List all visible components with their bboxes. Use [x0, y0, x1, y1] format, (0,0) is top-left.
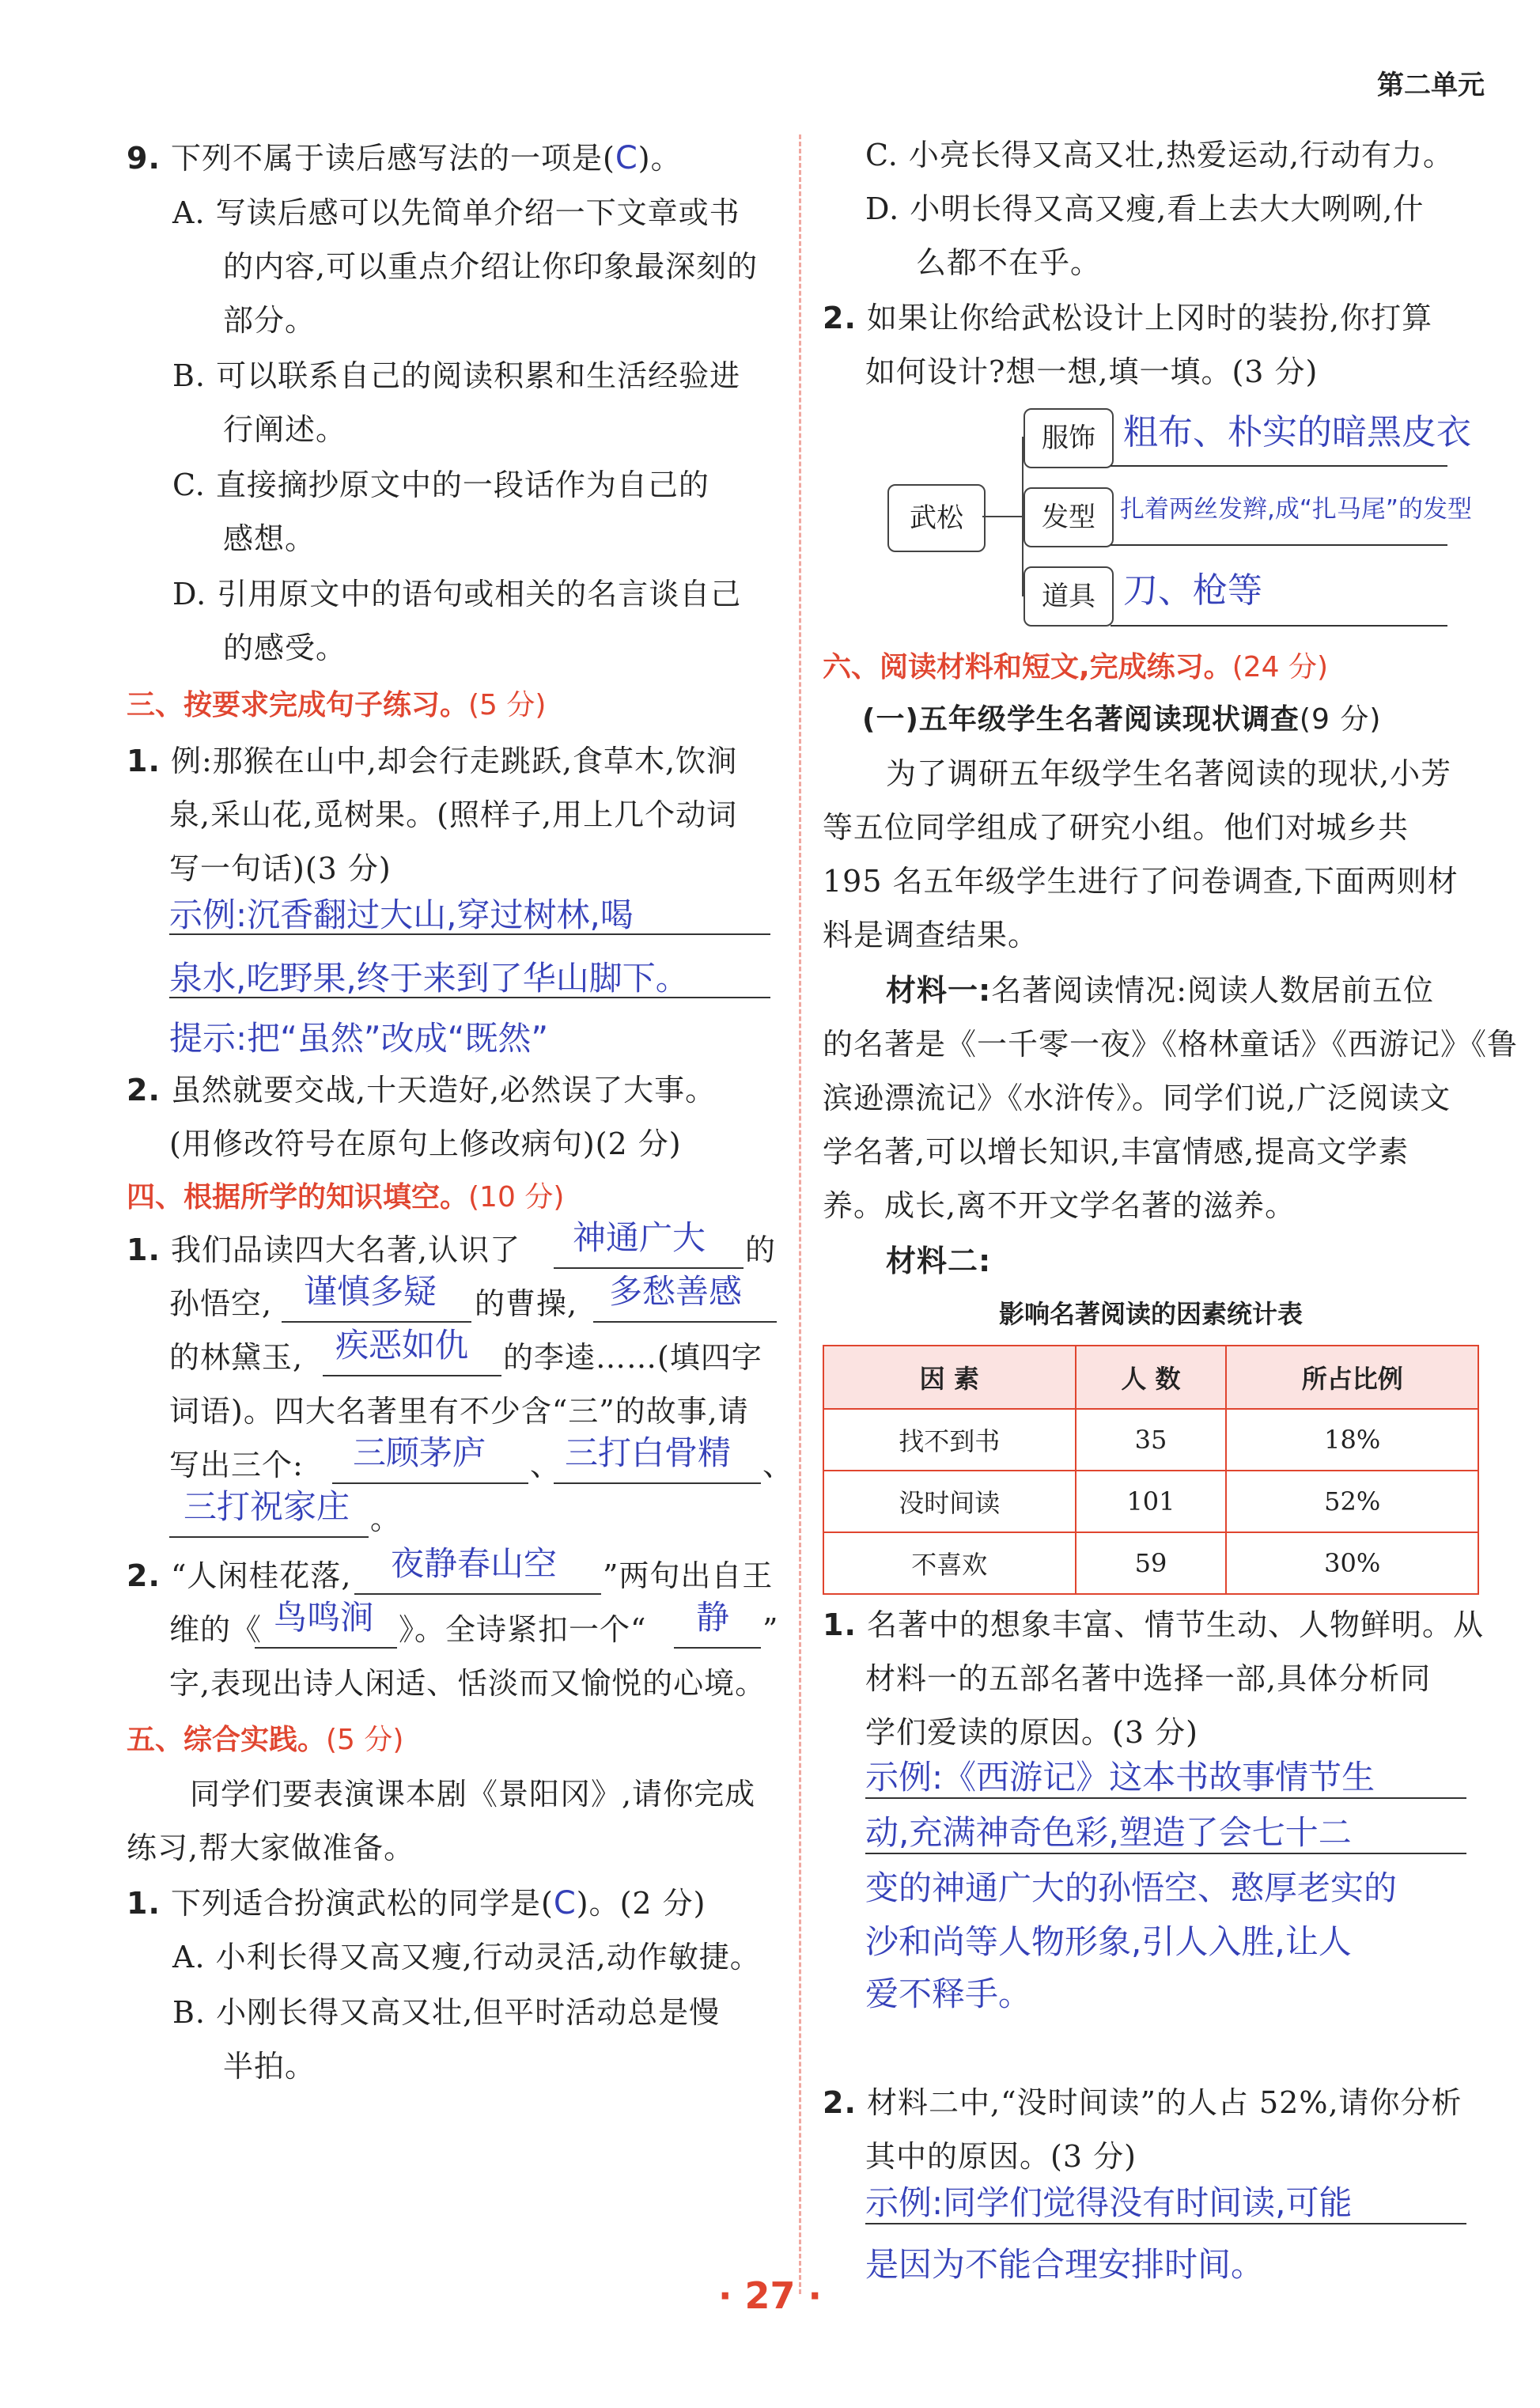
table-cell: 找不到书 — [823, 1409, 1076, 1471]
table-title: 影响名著阅读的因素统计表 — [998, 1299, 1303, 1329]
s4-q2-line2b: 》。全诗紧扣一个“ — [399, 1612, 647, 1647]
table-cell: 59 — [1076, 1532, 1227, 1594]
s3-q1-line2: 泉,采山花,觅树果。(照样子,用上几个动词 — [169, 797, 738, 832]
s6-m1-line4: 学名著,可以增长知识,丰富情感,提高文学素 — [823, 1134, 1409, 1169]
s6-m1-line1 — [886, 964, 1434, 1017]
section-5-title — [127, 1713, 403, 1767]
blank-answer: 疾恶如仇 — [335, 1326, 469, 1365]
s6-subtitle — [862, 693, 1381, 747]
s6-q2-answer-line2: 是因为不能合理安排时间。 — [865, 2245, 1265, 2284]
q9-option-c-line2: 感想。 — [223, 521, 316, 556]
answer-line — [865, 1797, 1466, 1799]
table-cell: 35 — [1076, 1409, 1227, 1471]
answer-line — [865, 2223, 1466, 2224]
s5-q1-option-a: A. 小利长得又高又瘦,行动灵活,动作敏捷。 — [172, 1940, 761, 1974]
blank-answer: 三顾茅庐 — [353, 1433, 486, 1472]
q9-option-d-line1: D. 引用原文中的语句或相关的名言谈自己 — [172, 577, 742, 611]
s6-p1-line2: 等五位同学组成了研究小组。他们对城乡共 — [823, 810, 1409, 845]
s4-q1-line3b: 的李逵……(填四字 — [503, 1340, 762, 1375]
blank-answer: 神通广大 — [573, 1218, 706, 1257]
s4-q1-sep1: 、 — [530, 1448, 562, 1482]
table-cell: 没时间读 — [823, 1471, 1076, 1532]
s4-q2-number: 2. — [127, 1558, 161, 1593]
s4-q2-text: “人闲桂花落, — [170, 1558, 352, 1593]
diagram-branch-box: 服饰 — [1024, 408, 1114, 468]
s4-q1-line4: 词语)。四大名著里有不少含“三”的故事,请 — [169, 1394, 749, 1429]
table-cell: 30% — [1226, 1532, 1478, 1594]
s6-q1-answer-line5: 爱不释手。 — [865, 1974, 1032, 2013]
blank-line — [332, 1482, 528, 1484]
diagram-branch-box: 发型 — [1024, 487, 1114, 547]
statistics-table — [823, 1345, 1479, 1595]
s6-subtitle-points: (9 分) — [1299, 703, 1382, 736]
s3-q1-text: 例:那猴在山中,却会行走跳跃,食草木,饮涧 — [170, 744, 738, 778]
s3-q2-line2: (用修改符号在原句上修改病句)(2 分) — [169, 1126, 682, 1161]
s5-q1-option-c: C. 小亮长得又高又壮,热爱运动,行动有力。 — [865, 138, 1455, 172]
diagram-answer: 刀、枪等 — [1123, 570, 1262, 611]
s6-m1-line2: 的名著是《一千零一夜》《格林童话》《西游记》《鲁 — [823, 1027, 1519, 1062]
connector-line — [982, 516, 1022, 517]
s5-q1-option-b-line2: 半拍。 — [223, 2049, 316, 2084]
answer-line — [169, 997, 770, 998]
table-cell: 18% — [1226, 1409, 1478, 1471]
section-4-points: (10 分) — [468, 1181, 565, 1213]
s6-q2-line1 — [823, 2076, 1462, 2130]
blank-line — [323, 1375, 501, 1376]
table-header-cell: 因 素 — [823, 1346, 1076, 1409]
q9-option-d-line2: 的感受。 — [223, 630, 347, 665]
s3-q2-line1 — [127, 1063, 716, 1117]
page-number: · 27 · — [718, 2274, 822, 2317]
blank-answer: 静 — [696, 1598, 730, 1637]
blank-answer: 三打白骨精 — [565, 1433, 732, 1472]
s6-subtitle-text: (一)五年级学生名著阅读现状调查 — [862, 703, 1300, 736]
s3-q2-number: 2. — [127, 1073, 161, 1107]
s6-q1-answer-line1: 示例:《西游记》这本书故事情节生 — [865, 1758, 1375, 1797]
s6-q2-line2: 其中的原因。(3 分) — [865, 2139, 1137, 2174]
s4-q2-line2c: ” — [762, 1612, 779, 1647]
s3-q1-number: 1. — [127, 744, 161, 778]
section-3-heading: 三、按要求完成句子练习。 — [127, 689, 469, 721]
s4-q2-line2a: 维的《 — [169, 1612, 263, 1647]
diagram-branch-box: 道具 — [1024, 566, 1114, 627]
table-row — [823, 1471, 1478, 1532]
blank-answer: 谨慎多疑 — [304, 1272, 437, 1311]
s4-q1-line3a: 的林黛玉, — [169, 1340, 304, 1375]
table-row — [823, 1532, 1478, 1594]
s3-q2-text: 虽然就要交战,十天造好,必然误了大事。 — [170, 1073, 717, 1107]
blank-line — [354, 1593, 601, 1595]
unit-title: 第二单元 — [1377, 70, 1485, 101]
answer-line — [865, 1853, 1466, 1854]
blank-line — [169, 1536, 369, 1538]
s6-m1-line5: 养。成长,离不开文学名著的滋养。 — [823, 1188, 1296, 1223]
s5-q2-line1 — [823, 291, 1432, 345]
answer-line — [169, 933, 770, 935]
q9-answer: C — [615, 140, 638, 176]
s4-q1-number: 1. — [127, 1232, 161, 1267]
diagram-root-box: 武松 — [887, 484, 986, 552]
section-3-points: (5 分) — [468, 689, 547, 721]
s6-q1-number: 1. — [823, 1607, 857, 1642]
section-5-points: (5 分) — [326, 1724, 404, 1756]
s5-q1-text: 下列适合扮演武松的同学是( — [170, 1886, 554, 1921]
s4-q1-line2b: 的曹操, — [475, 1286, 578, 1321]
s4-q2-line1-end: ”两句出自王 — [603, 1558, 774, 1593]
answer-line — [1111, 625, 1447, 627]
column-divider — [799, 134, 801, 2294]
material-2-label: 材料二: — [886, 1244, 992, 1278]
section-4-title — [127, 1171, 564, 1225]
blank-answer: 多愁善感 — [609, 1272, 743, 1311]
s5-q1-stem — [127, 1876, 706, 1930]
s3-q1-answer-line1: 示例:沉香翻过大山,穿过树林,喝 — [169, 895, 634, 934]
blank-line — [674, 1647, 761, 1649]
s5-intro-line1: 同学们要表演课本剧《景阳冈》,请你完成 — [190, 1777, 756, 1812]
blank-answer: 三打祝家庄 — [184, 1487, 350, 1526]
blank-line — [554, 1482, 761, 1484]
s5-q1-option-d-line1: D. 小明长得又高又瘦,看上去大大咧咧,什 — [865, 191, 1425, 226]
diagram-answer: 粗布、朴实的暗黑皮衣 — [1123, 412, 1471, 452]
s4-q1-text: 我们品读四大名著,认识了 — [170, 1232, 521, 1267]
s5-q1-number: 1. — [127, 1886, 161, 1921]
blank-line — [593, 1321, 777, 1323]
section-4-heading: 四、根据所学的知识填空。 — [127, 1181, 469, 1213]
s6-p1-line1: 为了调研五年级学生名著阅读的现状,小芳 — [886, 756, 1452, 791]
q9-number: 9. — [127, 141, 161, 176]
table-row — [823, 1409, 1478, 1471]
s6-q1-line2: 材料一的五部名著中选择一部,具体分析同 — [865, 1661, 1432, 1696]
s4-q1-line5a: 写出三个: — [169, 1448, 304, 1482]
answer-line — [1111, 465, 1447, 467]
s5-q2-text: 如果让你给武松设计上冈时的装扮,你打算 — [866, 301, 1433, 335]
q9-stem-text: 下列不属于读后感写法的一项是( — [170, 141, 615, 176]
s3-q1-line1 — [127, 734, 737, 788]
blank-answer: 鸟鸣涧 — [274, 1598, 374, 1637]
s5-q1-stem-end: )。(2 分) — [576, 1886, 706, 1921]
s3-q1-hint: 提示:把“虽然”改成“既然” — [169, 1019, 549, 1058]
q9-option-a-line2: 的内容,可以重点介绍让你印象最深刻的 — [223, 249, 759, 284]
s6-m1-line3: 滨逊漂流记》《水浒传》。同学们说,广泛阅读文 — [823, 1081, 1451, 1115]
s6-q1-text: 名著中的想象丰富、情节生动、人物鲜明。从 — [866, 1607, 1484, 1642]
blank-answer: 夜静春山空 — [391, 1544, 558, 1583]
s6-q2-number: 2. — [823, 2085, 857, 2120]
s4-q2-line3: 字,表现出诗人闲适、恬淡而又愉悦的心境。 — [169, 1666, 766, 1701]
table-cell: 52% — [1226, 1471, 1478, 1532]
q9-option-a-line1: A. 写读后感可以先简单介绍一下文章或书 — [172, 195, 740, 230]
s4-q1-sep2: 、 — [762, 1448, 794, 1482]
table-header-cell: 所占比例 — [1226, 1346, 1478, 1409]
blank-line — [255, 1647, 397, 1649]
s4-q1-line6-end: 。 — [370, 1501, 402, 1536]
material-1-label: 材料一: — [886, 973, 992, 1008]
s6-q1-line1 — [823, 1598, 1484, 1652]
q9-option-b-line2: 行阐述。 — [223, 412, 347, 447]
section-5-heading: 五、综合实践。 — [127, 1724, 327, 1756]
table-cell: 101 — [1076, 1471, 1227, 1532]
section-3-title — [127, 679, 546, 733]
s6-q1-answer-line2: 动,充满神奇色彩,塑造了会七十二 — [865, 1813, 1352, 1852]
s4-q1-line1-end: 的 — [745, 1232, 777, 1267]
q9-option-a-line3: 部分。 — [223, 303, 316, 338]
q9-option-c-line1: C. 直接摘抄原文中的一段话作为自己的 — [172, 468, 709, 502]
section-6-points: (24 分) — [1232, 651, 1329, 683]
diagram-answer: 扎着两丝发辫,成“扎马尾”的发型 — [1120, 495, 1472, 524]
material-1-text: 名著阅读情况:阅读人数居前五位 — [991, 973, 1435, 1008]
q9-stem — [127, 131, 682, 185]
s5-q1-option-b-line1: B. 小刚长得又高又壮,但平时活动总是慢 — [172, 1995, 721, 2030]
s3-q1-line3: 写一句话)(3 分) — [169, 851, 392, 886]
q9-option-b-line1: B. 可以联系自己的阅读积累和生活经验进 — [172, 358, 741, 393]
table-cell: 不喜欢 — [823, 1532, 1076, 1594]
s5-q2-number: 2. — [823, 301, 857, 335]
s3-q1-answer-line2: 泉水,吃野果,终于来到了华山脚下。 — [169, 959, 689, 998]
s4-q1-line2a: 孙悟空, — [169, 1286, 273, 1321]
s6-q1-line3: 学们爱读的原因。(3 分) — [865, 1715, 1198, 1750]
section-6-title — [823, 641, 1328, 695]
s6-p1-line3: 195 名五年级学生进行了问卷调查,下面两则材 — [823, 864, 1459, 899]
section-6-heading: 六、阅读材料和短文,完成练习。 — [823, 651, 1232, 683]
s5-q2-line2: 如何设计?想一想,填一填。(3 分) — [865, 354, 1319, 389]
s5-q1-option-d-line2: 么都不在乎。 — [916, 245, 1102, 280]
s6-q1-answer-line4: 沙和尚等人物形象,引人入胜,让人 — [865, 1922, 1352, 1961]
table-header-row — [823, 1346, 1478, 1409]
s5-q1-answer: C — [553, 1885, 577, 1921]
s6-q1-answer-line3: 变的神通广大的孙悟空、憨厚老实的 — [865, 1868, 1398, 1907]
s6-q2-answer-line1: 示例:同学们觉得没有时间读,可能 — [865, 2183, 1353, 2222]
q9-stem-end: )。 — [638, 141, 682, 176]
s6-p1-line4: 料是调查结果。 — [823, 918, 1039, 952]
answer-line — [1111, 544, 1447, 546]
s6-q2-text: 材料二中,“没时间读”的人占 52%,请你分析 — [866, 2085, 1462, 2120]
table-header-cell: 人 数 — [1076, 1346, 1227, 1409]
s5-intro-line2: 练习,帮大家做准备。 — [127, 1831, 415, 1865]
